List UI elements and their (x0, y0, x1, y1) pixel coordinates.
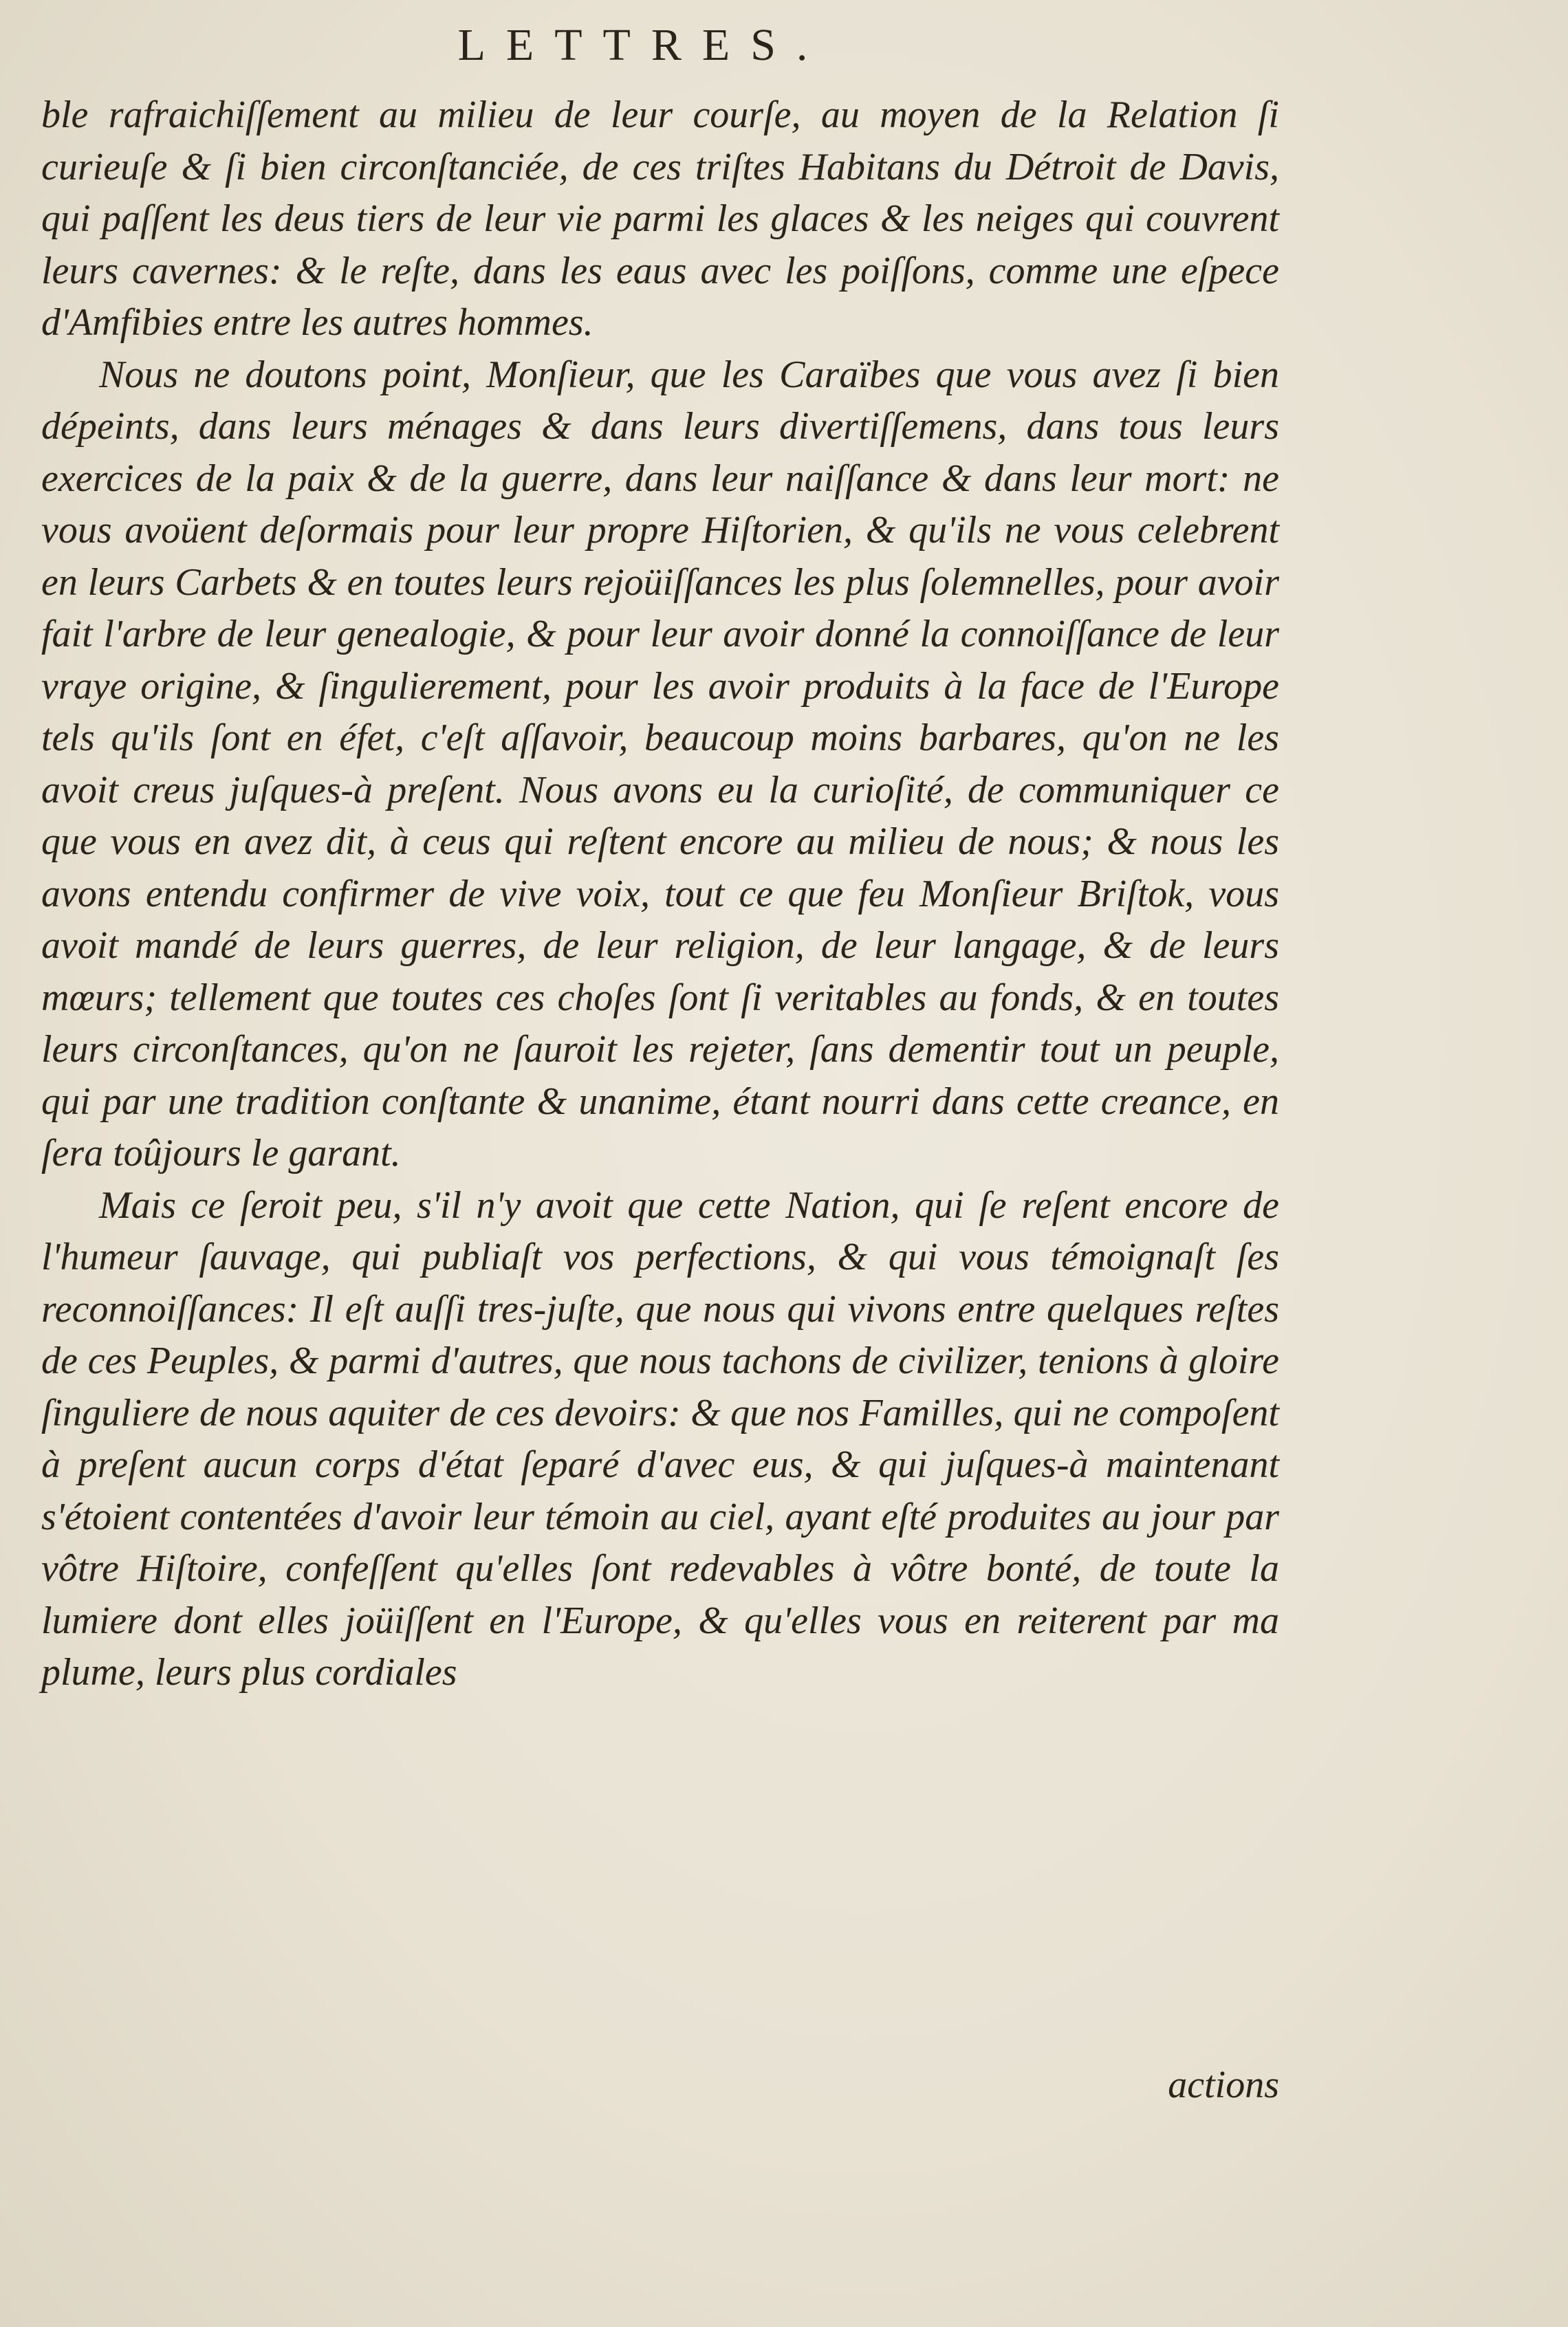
running-head: LETTRES. (457, 20, 829, 70)
body-text (41, 89, 1279, 1699)
paragraph-2: Nous ne doutons point, Monſieur, que les Caraïbes que vous avez ſi bien dépeints, dans leurs ménages & dans leurs divertiſſemens, dans tous leurs exercices de la paix & de la guerre, dans leur naiſſance & dans leur mort: ne vous avoüent deſormais pour leur propre Hiſtorien, & qu'ils ne vous celebrent en leurs Carbets & en toutes leurs rejoüiſſances les plus ſolemnelles, pour avoir fait l'arbre de leur genealogie, & pour leur avoir donné la connoiſſance de leur vraye origine, & ſingulierement, pour les avoir produits à la face de l'Europe tels qu'ils ſont en éfet, c'eſt aſſavoir, beaucoup moins barbares, qu'on ne les avoit creus juſques-à preſent. Nous avons eu la curioſité, de communiquer ce que vous en avez dit, à ceus qui reſtent encore au milieu de nous; & nous les avons entendu confirmer de vive voix, tout ce que feu Monſieur Briſtok, vous avoit mandé de leurs guerres, de leur religion, de leur langage, & de leurs mœurs; tellement que toutes ces choſes ſont ſi veritables au fonds, & en toutes leurs circonſtances, qu'on ne ſauroit les rejeter, ſans dementir tout un peuple, qui par une tradition conſtante & unanime, étant nourri dans cette creance, en ſera toûjours le garant. (41, 353, 1279, 1175)
paragraph-1: ble rafraichiſſement au milieu de leur courſe, au moyen de la Relation ſi curieuſe & ſi bien circonſtanciée, de ces triſtes Habitans du Détroit de Davis, qui paſſent les deus tiers de leur vie parmi les glaces & les neiges qui couvrent leurs cavernes: & le reſte, dans les eaus avec les poiſſons, comme une eſpece d'Amfibies entre les autres hommes. (41, 94, 1279, 344)
paragraph-3: Mais ce ſeroit peu, s'il n'y avoit que cette Nation, qui ſe reſent encore de l'humeur ſauvage, qui publiaſt vos perfections, & qui vous témoignaſt ſes reconnoiſſances: Il eſt auſſi tres-juſte, que nous qui vivons entre quelques reſtes de ces Peuples, & parmi d'autres, que nous tachons de civilizer, tenions à gloire ſinguliere de nous aquiter de ces devoirs: & que nos Familles, qui ne compoſent à preſent aucun corps d'état ſeparé d'avec eus, & qui juſques-à maintenant s'étoient contentées d'avoir leur témoin au ciel, ayant eſté produites au jour par vôtre Hiſtoire, confeſſent qu'elles ſont redevables à vôtre bonté, de toute la lumiere dont elles joüiſſent en l'Europe, & qu'elles vous en reiterent par ma plume, leurs plus cordiales (41, 1183, 1279, 1694)
catchword: actions (1168, 2064, 1279, 2106)
